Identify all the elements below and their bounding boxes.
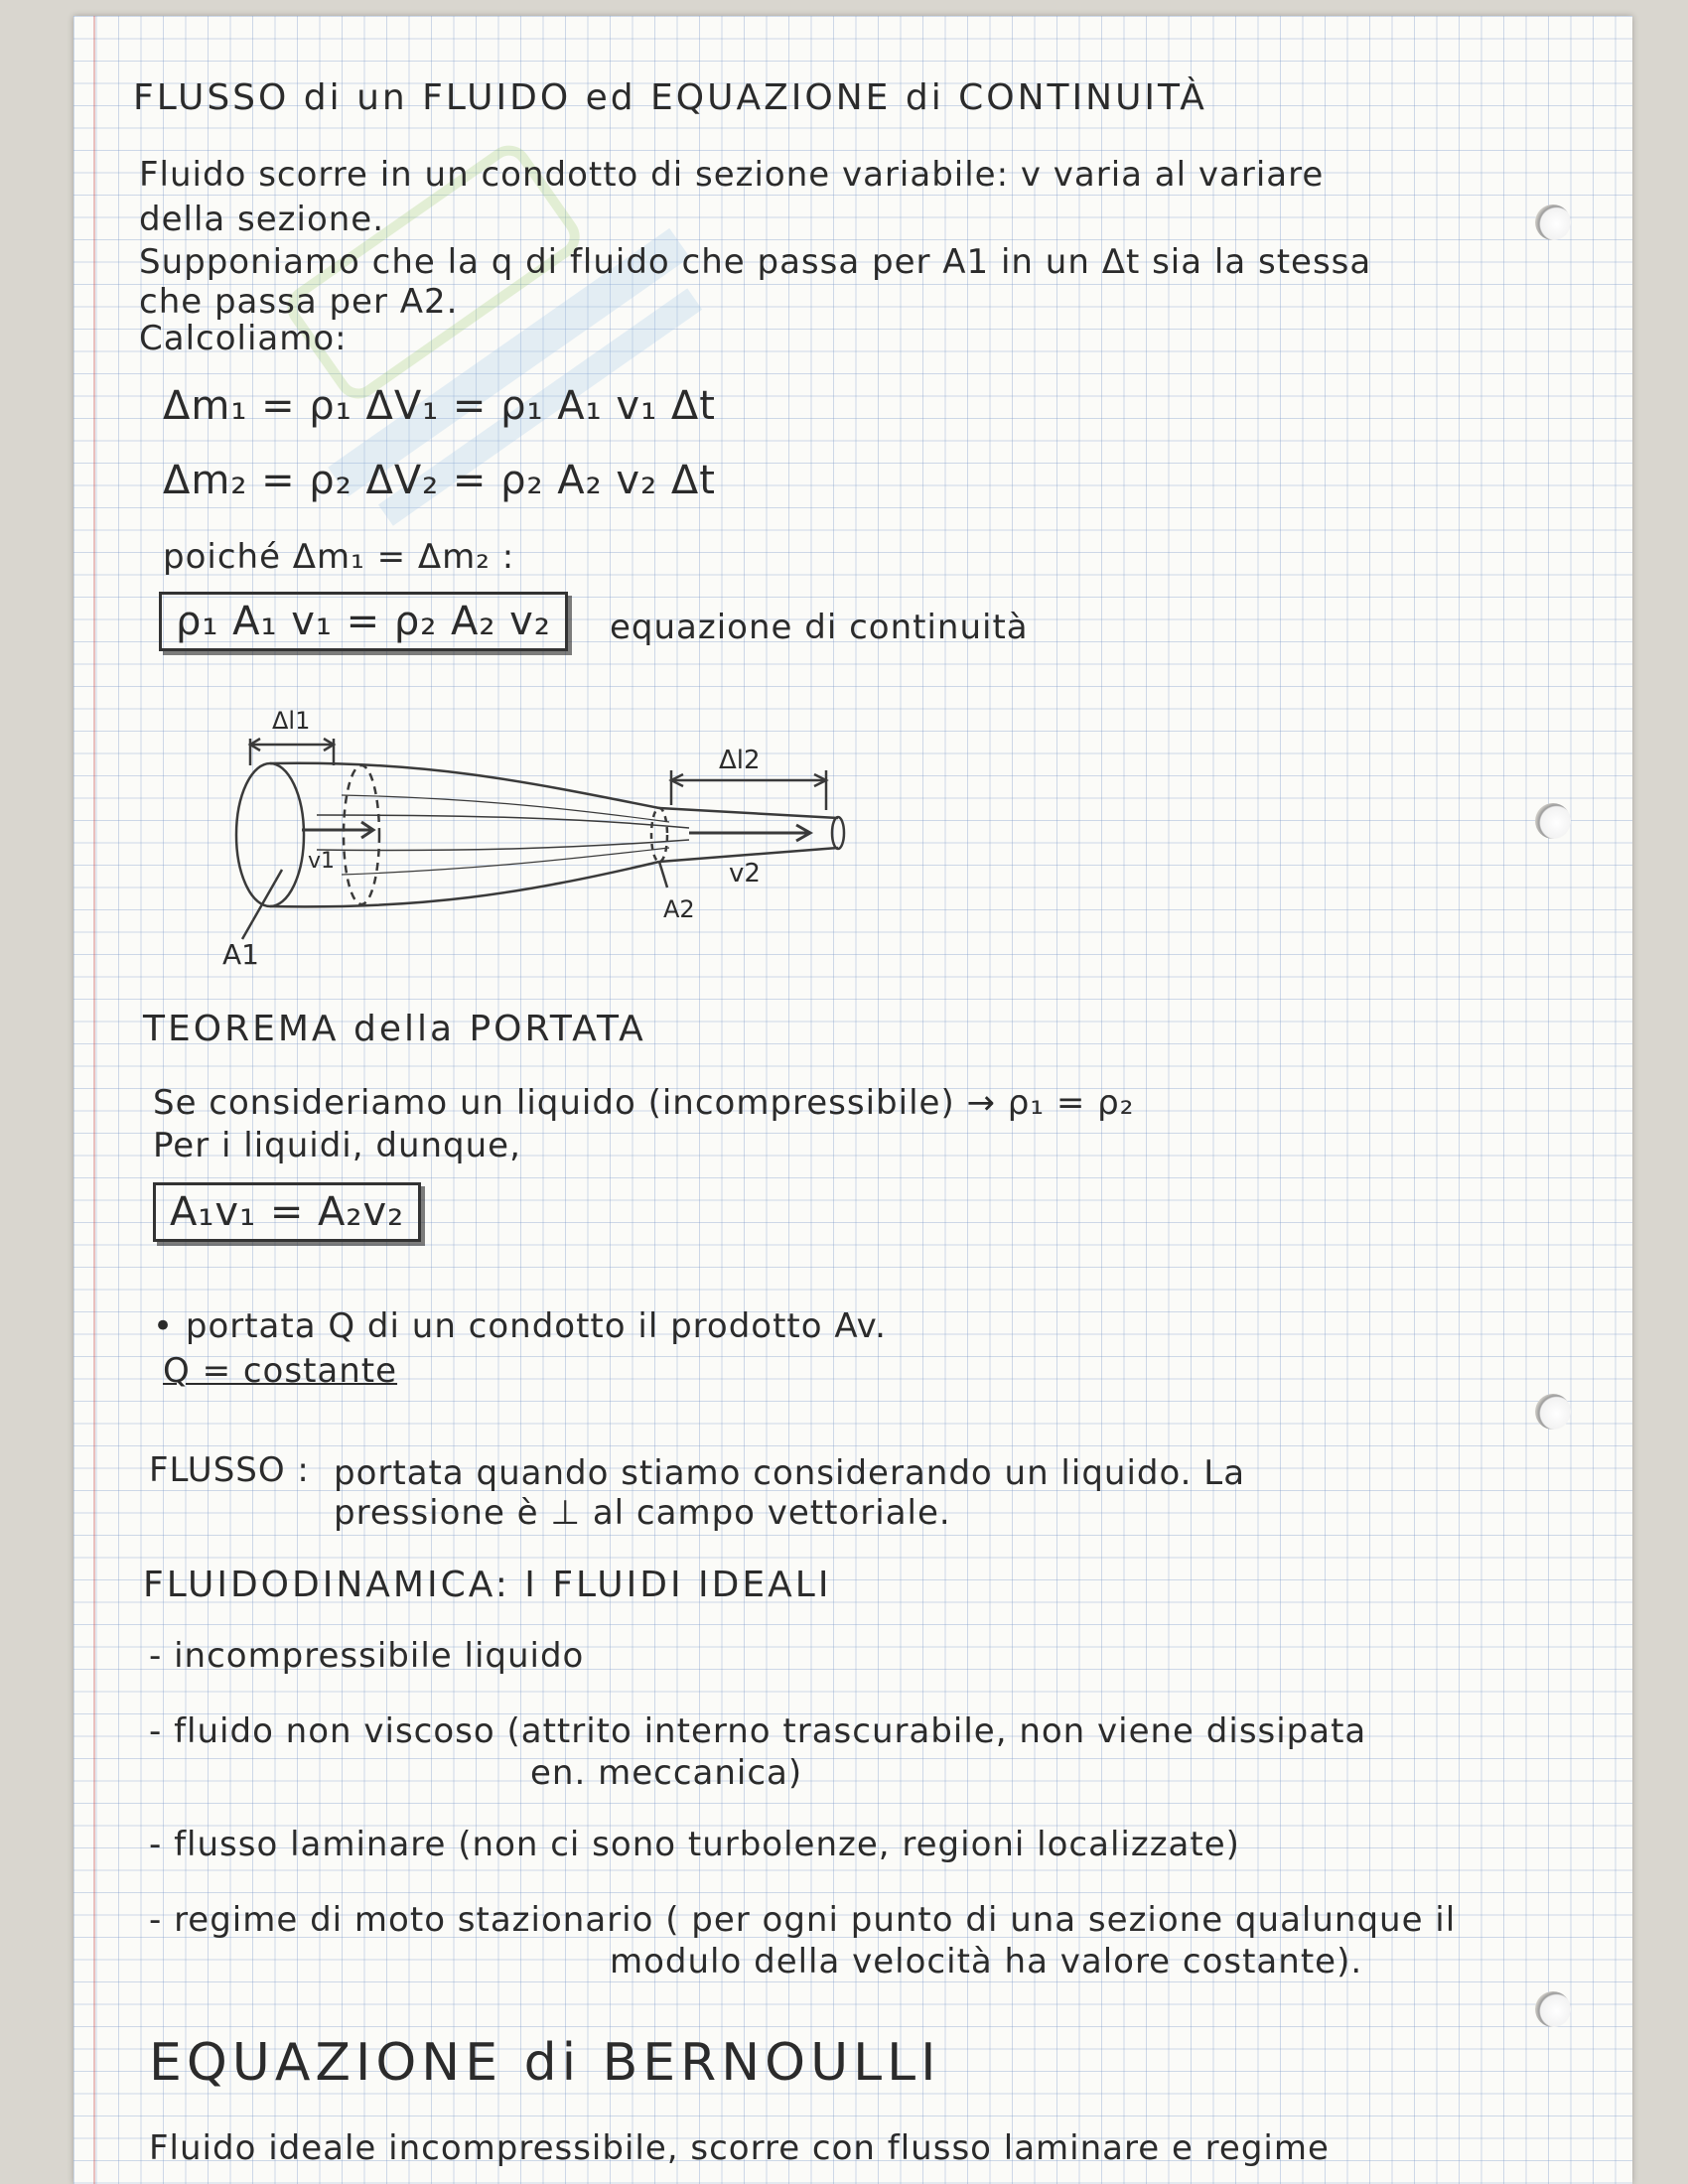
portata-equation: A₁v₁ = A₂v₂ [153,1182,421,1242]
teorema-line-1: Se consideriamo un liquido (incompressibile) → ρ₁ = ρ₂ [153,1083,1135,1123]
portata-constant: Q = costante [163,1351,398,1391]
ideal-item-1: - incompressibile liquido [149,1636,585,1676]
intro-line-3: Supponiamo che la q di fluido che passa per A1 in un Δt sia la stessa [139,242,1372,282]
flusso-label: FLUSSO : [149,1450,310,1490]
label-dl1: Δl1 [272,707,311,735]
label-v1: v1 [308,849,336,874]
flusso-line-1: portata quando stiamo considerando un liquido. La [334,1453,1246,1493]
calc-label: Calcoliamo: [139,319,348,358]
binder-hole [1535,1394,1571,1430]
teorema-title: TEOREMA della PORTATA [143,1009,646,1049]
intro-line-1: Fluido scorre in un condotto di sezione variabile: v varia al variare [139,155,1325,195]
continuity-equation: ρ₁ A₁ v₁ = ρ₂ A₂ v₂ [159,592,568,651]
ideal-item-3: - flusso laminare (non ci sono turbolenze, regioni localizzate) [149,1825,1240,1864]
binder-hole [1535,803,1571,839]
ideal-item-4: - regime di moto stazionario ( per ogni punto di una sezione qualunque il [149,1900,1457,1940]
poiche-line: poiché Δm₁ = Δm₂ : [163,537,515,577]
equation-dm1: Δm₁ = ρ₁ ΔV₁ = ρ₁ A₁ v₁ Δt [163,383,716,429]
notebook-page [73,16,1632,2184]
label-a2: A2 [663,895,695,923]
pipe-diagram [222,691,858,979]
portata-definition: • portata Q di un condotto il prodotto Av. [153,1306,887,1346]
ideal-item-2: - fluido non viscoso (attrito interno trascurabile, non viene dissipata [149,1711,1367,1751]
bernoulli-title: EQUAZIONE di BERNOULLI [149,2033,941,2093]
label-dl2: Δl2 [719,746,761,775]
label-a1: A1 [222,938,259,971]
ideal-item-2b: en. meccanica) [530,1753,803,1793]
margin-line [93,16,95,2184]
equation-dm2: Δm₂ = ρ₂ ΔV₂ = ρ₂ A₂ v₂ Δt [163,458,716,503]
fluidodinamica-title: FLUIDODINAMICA: I FLUIDI IDEALI [143,1565,832,1605]
continuity-label-text: equazione di continuità [610,608,1029,647]
bernoulli-line-1: Fluido ideale incompressibile, scorre con flusso laminare e regime [149,2128,1330,2168]
binder-hole [1535,205,1571,240]
teorema-line-2: Per i liquidi, dunque, [153,1126,521,1165]
binder-hole [1535,1991,1571,2027]
portata-equation-box [153,1182,421,1242]
label-v2: v2 [729,859,761,888]
continuity-equation-box [159,592,568,651]
continuity-label [610,608,1029,647]
page-title: FLUSSO di un FLUIDO ed EQUAZIONE di CONTINUITÀ [133,77,1207,118]
intro-line-4: che passa per A2. [139,282,459,322]
flusso-line-2: pressione è ⊥ al campo vettoriale. [334,1493,951,1533]
intro-line-2: della sezione. [139,200,385,239]
ideal-item-4b: modulo della velocità ha valore costante). [610,1942,1363,1981]
